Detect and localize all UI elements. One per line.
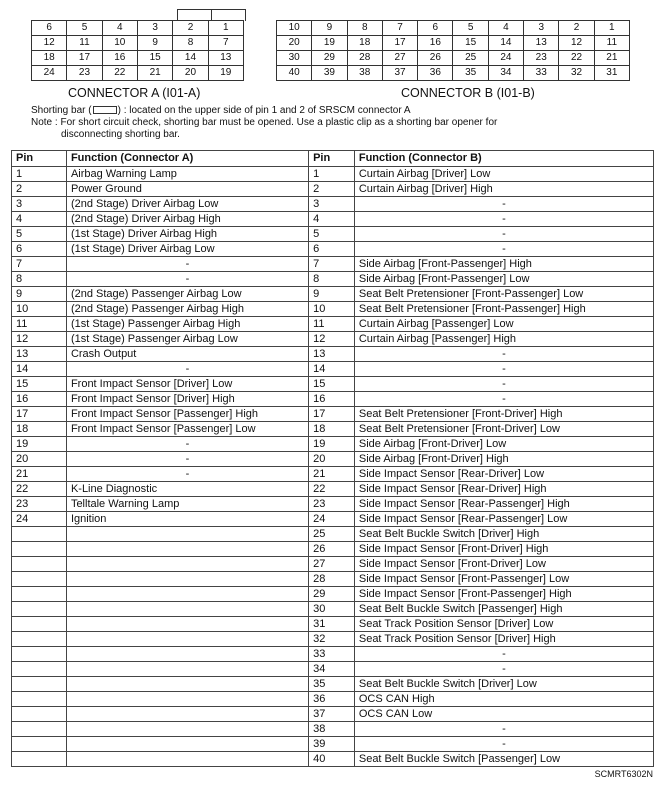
connector-pin-cell: 26 <box>418 51 453 66</box>
table-cell-fb: Side Impact Sensor [Front-Passenger] Low <box>354 572 653 587</box>
table-cell-fa: Front Impact Sensor [Driver] Low <box>66 377 308 392</box>
table-cell-pa: 14 <box>12 362 67 377</box>
notes <box>31 105 641 141</box>
table-cell-fb: Side Impact Sensor [Front-Driver] High <box>354 542 653 557</box>
connector-pin-cell: 19 <box>208 66 243 81</box>
table-cell-pa: 1 <box>12 167 67 182</box>
table-cell-pa: 17 <box>12 407 67 422</box>
table-cell-fb: Seat Belt Pretensioner [Front-Passenger] High <box>354 302 653 317</box>
table-cell-pa <box>12 707 67 722</box>
table-row <box>12 347 654 362</box>
table-cell-pa: 11 <box>12 317 67 332</box>
table-cell-fb: Curtain Airbag [Driver] Low <box>354 167 653 182</box>
table-cell-fa <box>66 692 308 707</box>
connector-row <box>277 51 630 66</box>
table-cell-pb: 13 <box>309 347 355 362</box>
table-cell-pb: 25 <box>309 527 355 542</box>
table-cell-pb: 24 <box>309 512 355 527</box>
table-cell-pa: 20 <box>12 452 67 467</box>
connector-pin-cell: 30 <box>277 51 312 66</box>
note-line-2: disconnecting shorting bar. <box>61 129 180 140</box>
table-row <box>12 182 654 197</box>
table-cell-pa <box>12 542 67 557</box>
table-cell-pb: 34 <box>309 662 355 677</box>
connector-row <box>277 21 630 36</box>
table-cell-pa <box>12 677 67 692</box>
connector-pin-cell: 16 <box>418 36 453 51</box>
table-cell-pb: 2 <box>309 182 355 197</box>
connector-pin-cell: 8 <box>347 21 382 36</box>
table-cell-fb: - <box>354 722 653 737</box>
table-cell-pa <box>12 692 67 707</box>
table-cell-fb: Side Impact Sensor [Front-Driver] Low <box>354 557 653 572</box>
connector-pin-cell: 29 <box>312 51 347 66</box>
connector-pin-cell: 23 <box>524 51 559 66</box>
table-cell-fa: - <box>66 452 308 467</box>
table-row <box>12 257 654 272</box>
connector-a-diagram <box>31 20 244 81</box>
table-cell-fb: Seat Belt Buckle Switch [Passenger] Low <box>354 752 653 767</box>
connector-pin-cell: 22 <box>559 51 594 66</box>
connector-pin-cell: 1 <box>594 21 629 36</box>
shorting-bar-suffix: ) : located on the upper side of pin 1 and 2 of SRSCM connector A <box>117 105 411 116</box>
table-row <box>12 677 654 692</box>
table-cell-fb: - <box>354 347 653 362</box>
pin-function-table <box>11 150 654 767</box>
table-row <box>12 287 654 302</box>
table-row <box>12 392 654 407</box>
table-cell-fb: - <box>354 647 653 662</box>
connector-row <box>277 66 630 81</box>
table-cell-pb: 4 <box>309 212 355 227</box>
table-cell-fa: (1st Stage) Driver Airbag High <box>66 227 308 242</box>
table-row <box>12 227 654 242</box>
table-cell-fa: K-Line Diagnostic <box>66 482 308 497</box>
table-row <box>12 647 654 662</box>
table-cell-pa <box>12 722 67 737</box>
table-row <box>12 632 654 647</box>
table-cell-pb: 10 <box>309 302 355 317</box>
connector-pin-cell: 7 <box>208 36 243 51</box>
table-row <box>12 707 654 722</box>
table-cell-pb: 29 <box>309 587 355 602</box>
connector-pin-cell: 7 <box>382 21 417 36</box>
header-pin-b: Pin <box>309 151 355 167</box>
table-row <box>12 737 654 752</box>
connector-pin-cell: 14 <box>173 51 208 66</box>
table-row <box>12 332 654 347</box>
table-cell-fb: Seat Belt Buckle Switch [Passenger] High <box>354 602 653 617</box>
table-cell-fb: Curtain Airbag [Passenger] Low <box>354 317 653 332</box>
connector-pin-cell: 33 <box>524 66 559 81</box>
table-row <box>12 527 654 542</box>
table-cell-pa: 8 <box>12 272 67 287</box>
table-header-row <box>12 151 654 167</box>
connector-pin-cell: 18 <box>32 51 67 66</box>
connector-pin-cell: 3 <box>137 21 172 36</box>
table-cell-fa: (2nd Stage) Passenger Airbag High <box>66 302 308 317</box>
table-cell-fa: - <box>66 257 308 272</box>
table-cell-pb: 20 <box>309 452 355 467</box>
connector-pin-cell: 20 <box>173 66 208 81</box>
table-cell-fb: Seat Track Position Sensor [Driver] High <box>354 632 653 647</box>
connector-pin-cell: 38 <box>347 66 382 81</box>
connector-pin-cell: 15 <box>137 51 172 66</box>
connector-row <box>32 66 244 81</box>
connector-pin-cell: 2 <box>173 21 208 36</box>
table-cell-fa <box>66 557 308 572</box>
table-row <box>12 692 654 707</box>
table-cell-pb: 18 <box>309 422 355 437</box>
header-function-a: Function (Connector A) <box>66 151 308 167</box>
table-cell-pb: 17 <box>309 407 355 422</box>
table-row <box>12 482 654 497</box>
table-cell-fb: Seat Belt Buckle Switch [Driver] Low <box>354 677 653 692</box>
table-row <box>12 242 654 257</box>
table-cell-fb: Side Impact Sensor [Rear-Passenger] High <box>354 497 653 512</box>
table-cell-fa <box>66 737 308 752</box>
connector-pin-cell: 37 <box>382 66 417 81</box>
table-cell-fb: Side Impact Sensor [Front-Passenger] High <box>354 587 653 602</box>
table-row <box>12 587 654 602</box>
table-cell-fa: Ignition <box>66 512 308 527</box>
table-cell-fa <box>66 527 308 542</box>
header-function-b: Function (Connector B) <box>354 151 653 167</box>
table-cell-pb: 8 <box>309 272 355 287</box>
table-cell-fa: (1st Stage) Passenger Airbag High <box>66 317 308 332</box>
table-cell-pb: 23 <box>309 497 355 512</box>
table-cell-fa <box>66 617 308 632</box>
connector-pin-cell: 15 <box>453 36 488 51</box>
table-cell-fb: Side Impact Sensor [Rear-Driver] High <box>354 482 653 497</box>
table-cell-pb: 30 <box>309 602 355 617</box>
table-cell-pa: 2 <box>12 182 67 197</box>
table-cell-fa: (1st Stage) Driver Airbag Low <box>66 242 308 257</box>
connector-pin-cell: 12 <box>32 36 67 51</box>
table-cell-fa <box>66 722 308 737</box>
table-row <box>12 422 654 437</box>
table-cell-pa <box>12 557 67 572</box>
table-cell-pb: 15 <box>309 377 355 392</box>
table-cell-fa: - <box>66 272 308 287</box>
table-cell-fa: Front Impact Sensor [Passenger] Low <box>66 422 308 437</box>
table-cell-fa: Front Impact Sensor [Driver] High <box>66 392 308 407</box>
connector-pin-cell: 8 <box>173 36 208 51</box>
table-cell-fb: Seat Belt Buckle Switch [Driver] High <box>354 527 653 542</box>
connector-row <box>32 36 244 51</box>
table-cell-fb: Side Impact Sensor [Rear-Driver] Low <box>354 467 653 482</box>
table-row <box>12 467 654 482</box>
connector-pin-cell: 32 <box>559 66 594 81</box>
table-cell-fb: - <box>354 392 653 407</box>
connector-pin-cell: 11 <box>67 36 102 51</box>
table-cell-fa: (2nd Stage) Driver Airbag Low <box>66 197 308 212</box>
connector-pin-cell: 25 <box>453 51 488 66</box>
connector-pin-cell: 17 <box>67 51 102 66</box>
table-row <box>12 572 654 587</box>
connector-pin-cell: 6 <box>418 21 453 36</box>
connector-pin-cell: 23 <box>67 66 102 81</box>
table-row <box>12 167 654 182</box>
table-row <box>12 752 654 767</box>
connector-pin-cell: 28 <box>347 51 382 66</box>
table-cell-fb: Curtain Airbag [Driver] High <box>354 182 653 197</box>
connector-pin-cell: 24 <box>32 66 67 81</box>
table-cell-fa: Airbag Warning Lamp <box>66 167 308 182</box>
table-cell-fa: Crash Output <box>66 347 308 362</box>
table-cell-pb: 12 <box>309 332 355 347</box>
table-cell-pa <box>12 647 67 662</box>
table-cell-pa <box>12 632 67 647</box>
table-cell-fb: Side Airbag [Front-Driver] Low <box>354 437 653 452</box>
connector-pin-cell: 13 <box>524 36 559 51</box>
table-cell-pa: 18 <box>12 422 67 437</box>
table-row <box>12 557 654 572</box>
connector-b-label: CONNECTOR B (I01-B) <box>401 86 535 100</box>
table-cell-pb: 3 <box>309 197 355 212</box>
header-pin-a: Pin <box>12 151 67 167</box>
table-cell-pa: 22 <box>12 482 67 497</box>
table-cell-fb: Seat Belt Pretensioner [Front-Passenger] Low <box>354 287 653 302</box>
table-cell-fa <box>66 542 308 557</box>
shorting-bar-symbol-icon <box>93 106 117 114</box>
connector-pin-cell: 2 <box>559 21 594 36</box>
connector-pin-cell: 21 <box>137 66 172 81</box>
table-cell-pb: 1 <box>309 167 355 182</box>
table-cell-fb: - <box>354 242 653 257</box>
table-cell-fa: Front Impact Sensor [Passenger] High <box>66 407 308 422</box>
table-cell-pb: 6 <box>309 242 355 257</box>
connector-pin-cell: 40 <box>277 66 312 81</box>
table-cell-pa <box>12 617 67 632</box>
connector-pin-cell: 4 <box>488 21 523 36</box>
shorting-bar-note <box>31 105 641 117</box>
table-cell-pb: 37 <box>309 707 355 722</box>
connector-pin-cell: 39 <box>312 66 347 81</box>
table-cell-fb: - <box>354 212 653 227</box>
table-cell-fb: Side Impact Sensor [Rear-Passenger] Low <box>354 512 653 527</box>
table-cell-pb: 38 <box>309 722 355 737</box>
table-cell-pa: 24 <box>12 512 67 527</box>
table-row <box>12 512 654 527</box>
table-cell-pa: 12 <box>12 332 67 347</box>
table-cell-pb: 9 <box>309 287 355 302</box>
table-cell-fa <box>66 602 308 617</box>
connector-pin-cell: 36 <box>418 66 453 81</box>
table-row <box>12 302 654 317</box>
table-cell-fa <box>66 572 308 587</box>
table-cell-pa: 4 <box>12 212 67 227</box>
table-cell-fa <box>66 632 308 647</box>
table-cell-fb: Curtain Airbag [Passenger] High <box>354 332 653 347</box>
table-cell-fa <box>66 662 308 677</box>
table-cell-fa: (1st Stage) Passenger Airbag Low <box>66 332 308 347</box>
table-cell-pa: 5 <box>12 227 67 242</box>
table-cell-pa <box>12 587 67 602</box>
table-cell-pa: 3 <box>12 197 67 212</box>
table-cell-pa: 6 <box>12 242 67 257</box>
table-cell-fa: (2nd Stage) Driver Airbag High <box>66 212 308 227</box>
table-cell-pb: 39 <box>309 737 355 752</box>
connector-pin-cell: 19 <box>312 36 347 51</box>
table-row <box>12 407 654 422</box>
table-cell-pb: 16 <box>309 392 355 407</box>
table-cell-fa <box>66 647 308 662</box>
table-cell-pb: 35 <box>309 677 355 692</box>
table-cell-fb: Side Airbag [Front-Driver] High <box>354 452 653 467</box>
table-cell-pb: 32 <box>309 632 355 647</box>
connector-pin-cell: 6 <box>32 21 67 36</box>
table-cell-pb: 26 <box>309 542 355 557</box>
connector-pin-cell: 16 <box>102 51 137 66</box>
table-cell-pa: 10 <box>12 302 67 317</box>
table-row <box>12 662 654 677</box>
table-cell-fa <box>66 587 308 602</box>
figure-code: SCMRT6302N <box>594 769 653 779</box>
table-row <box>12 437 654 452</box>
table-cell-fb: Side Airbag [Front-Passenger] Low <box>354 272 653 287</box>
connector-pin-cell: 9 <box>137 36 172 51</box>
table-row <box>12 362 654 377</box>
shorting-bar-prefix: Shorting bar ( <box>31 105 92 116</box>
table-cell-pa: 21 <box>12 467 67 482</box>
connector-pin-cell: 11 <box>594 36 629 51</box>
connector-pin-cell: 22 <box>102 66 137 81</box>
table-cell-fb: - <box>354 377 653 392</box>
connector-pin-cell: 14 <box>488 36 523 51</box>
table-row <box>12 377 654 392</box>
table-cell-fa <box>66 677 308 692</box>
table-row <box>12 272 654 287</box>
table-cell-pb: 27 <box>309 557 355 572</box>
connector-pin-cell: 31 <box>594 66 629 81</box>
table-cell-pb: 31 <box>309 617 355 632</box>
connector-pin-cell: 9 <box>312 21 347 36</box>
table-cell-fb: - <box>354 227 653 242</box>
table-cell-pb: 19 <box>309 437 355 452</box>
table-cell-pb: 33 <box>309 647 355 662</box>
connector-pin-cell: 17 <box>382 36 417 51</box>
table-cell-fb: - <box>354 197 653 212</box>
table-cell-pb: 11 <box>309 317 355 332</box>
table-cell-pa <box>12 752 67 767</box>
table-cell-fb: - <box>354 737 653 752</box>
connector-pin-cell: 5 <box>453 21 488 36</box>
table-cell-pb: 28 <box>309 572 355 587</box>
connector-pin-cell: 12 <box>559 36 594 51</box>
table-cell-fb: Seat Belt Pretensioner [Front-Driver] Low <box>354 422 653 437</box>
connector-row <box>32 51 244 66</box>
table-cell-fa: Telltale Warning Lamp <box>66 497 308 512</box>
table-cell-pa <box>12 602 67 617</box>
connector-pin-cell: 4 <box>102 21 137 36</box>
connector-pin-cell: 27 <box>382 51 417 66</box>
table-row <box>12 452 654 467</box>
table-cell-fb: OCS CAN Low <box>354 707 653 722</box>
table-cell-fa <box>66 752 308 767</box>
connector-row <box>277 36 630 51</box>
connector-row <box>32 21 244 36</box>
table-cell-pa: 9 <box>12 287 67 302</box>
table-cell-pa: 7 <box>12 257 67 272</box>
table-row <box>12 617 654 632</box>
connector-pin-cell: 10 <box>102 36 137 51</box>
table-cell-fb: Seat Track Position Sensor [Driver] Low <box>354 617 653 632</box>
table-row <box>12 602 654 617</box>
table-cell-fa: - <box>66 467 308 482</box>
table-cell-pb: 7 <box>309 257 355 272</box>
table-row <box>12 212 654 227</box>
table-cell-pa: 19 <box>12 437 67 452</box>
connector-pin-cell: 21 <box>594 51 629 66</box>
table-cell-pa <box>12 572 67 587</box>
table-row <box>12 497 654 512</box>
table-cell-pa: 16 <box>12 392 67 407</box>
table-cell-pb: 14 <box>309 362 355 377</box>
connector-pin-cell: 13 <box>208 51 243 66</box>
connector-b-diagram <box>276 20 630 81</box>
table-cell-fb: Side Airbag [Front-Passenger] High <box>354 257 653 272</box>
connector-pin-cell: 34 <box>488 66 523 81</box>
table-cell-fa <box>66 707 308 722</box>
table-row <box>12 722 654 737</box>
connector-pin-cell: 35 <box>453 66 488 81</box>
connector-a-label: CONNECTOR A (I01-A) <box>68 86 201 100</box>
table-cell-fa: Power Ground <box>66 182 308 197</box>
table-cell-pa <box>12 737 67 752</box>
table-row <box>12 542 654 557</box>
table-row <box>12 317 654 332</box>
table-cell-fa: - <box>66 362 308 377</box>
table-cell-fa: - <box>66 437 308 452</box>
table-cell-fa: (2nd Stage) Passenger Airbag Low <box>66 287 308 302</box>
table-cell-pa: 15 <box>12 377 67 392</box>
connector-pin-cell: 20 <box>277 36 312 51</box>
table-cell-fb: OCS CAN High <box>354 692 653 707</box>
table-cell-fb: - <box>354 662 653 677</box>
connector-pin-cell: 3 <box>524 21 559 36</box>
table-cell-pb: 40 <box>309 752 355 767</box>
connector-pin-cell: 1 <box>208 21 243 36</box>
table-cell-pb: 5 <box>309 227 355 242</box>
connector-pin-cell: 10 <box>277 21 312 36</box>
note-line-1: Note : For short circuit check, shorting bar must be opened. Use a plastic clip as a shorting bar opener for <box>31 117 498 128</box>
table-cell-fb: Seat Belt Pretensioner [Front-Driver] High <box>354 407 653 422</box>
table-cell-pa: 23 <box>12 497 67 512</box>
connector-pin-cell: 5 <box>67 21 102 36</box>
table-cell-pb: 21 <box>309 467 355 482</box>
table-cell-pa <box>12 662 67 677</box>
table-cell-pb: 22 <box>309 482 355 497</box>
table-cell-pa: 13 <box>12 347 67 362</box>
table-cell-fb: - <box>354 362 653 377</box>
connector-pin-cell: 24 <box>488 51 523 66</box>
table-cell-pa <box>12 527 67 542</box>
connector-pin-cell: 18 <box>347 36 382 51</box>
table-cell-pb: 36 <box>309 692 355 707</box>
table-row <box>12 197 654 212</box>
